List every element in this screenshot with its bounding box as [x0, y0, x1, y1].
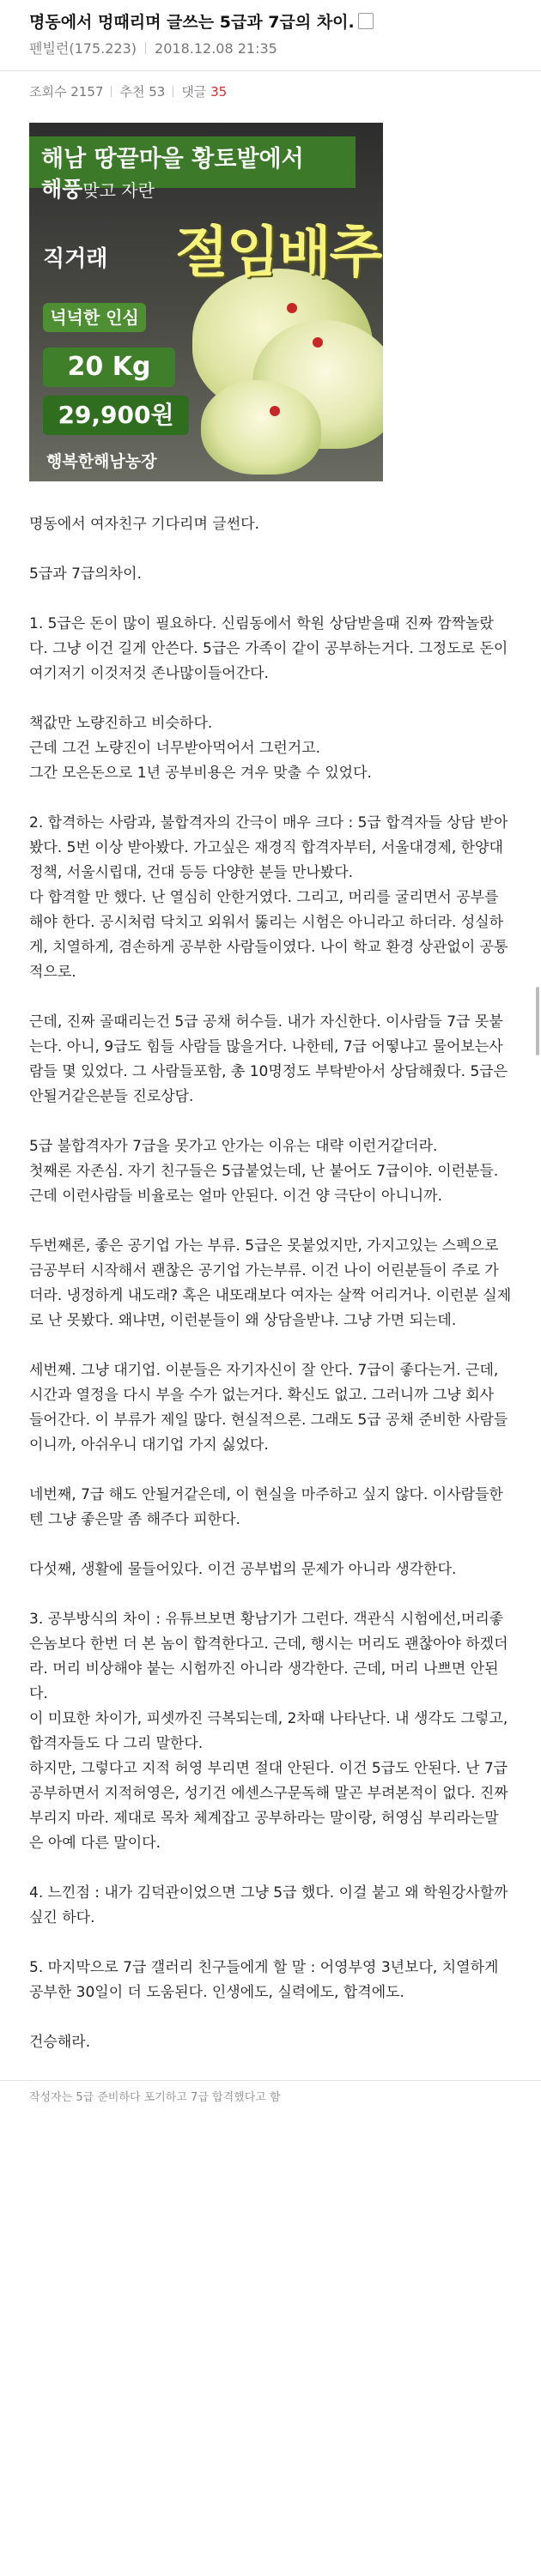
- ad-subheadline-big: 해풍: [41, 177, 83, 202]
- body-paragraph: 5급 불합격자가 7급을 못가고 안가는 이유는 대략 이런거같더라. 첫째론 자존심. 자기 친구들은 5급붙었는데, 난 붙어도 7급이야. 이런분들. 근데 이런사람들 비율로는 얼마 안된다. 이건 양 극단이 아니니까.: [29, 1138, 499, 1205]
- scrollbar-thumb[interactable]: [536, 987, 539, 1055]
- pepper-garnish: [287, 303, 297, 313]
- comments-count[interactable]: 35: [210, 84, 228, 100]
- caption-footer: 작성자는 5급 준비하다 포기하고 7급 합격했다고 함: [29, 2091, 281, 2104]
- body-paragraph: 책값만 노량진하고 비슷하다. 근데 그건 노량진이 너무받아먹어서 그런거고. 그간 모은돈으로 1년 공부비용은 겨우 맞출 수 있었다.: [29, 715, 372, 782]
- pepper-garnish: [313, 337, 323, 348]
- body-paragraph: 명동에서 여자친구 기다리며 글썬다.: [29, 516, 259, 533]
- body-paragraph: 1. 5급은 돈이 많이 필요하다. 신림동에서 학원 상담받을때 진짜 깜짝놀랐다. 그냥 이건 길게 안쓴다. 5급은 가족이 같이 공부하는거다. 그정도로 돈이 여기저기 이것저것 존나많이들어간다.: [29, 615, 508, 682]
- post-date: 2018.12.08 21:35: [155, 40, 277, 57]
- post-title-text[interactable]: 명동에서 멍때리며 글쓰는 5급과 7급의 차이.: [29, 13, 355, 32]
- body-paragraph: 다섯째, 생활에 물들어있다. 이건 공부법의 문제가 아니라 생각한다.: [29, 1561, 457, 1578]
- ad-headline: 해남 땅끝마을 황토밭에서: [41, 146, 304, 172]
- ad-tag-weight: 20 Kg: [43, 348, 175, 387]
- post-meta: [29, 38, 512, 60]
- meta-separator: [145, 42, 146, 54]
- post-header: [0, 0, 541, 60]
- body-paragraph: 4. 느낀점 : 내가 김덕관이었으면 그냥 5급 했다. 이걸 붙고 왜 학원강사할까 싶긴 하다.: [29, 1884, 508, 1926]
- cabbage-illustration: [201, 380, 321, 475]
- ad-tag-generous: 넉넉한 인심: [43, 303, 146, 332]
- ad-direct-label: 직거래: [43, 246, 108, 272]
- comments-label[interactable]: 댓글: [181, 84, 207, 100]
- recommend-count: 53: [149, 84, 166, 100]
- body-paragraph: 근데, 진짜 골때리는건 5급 공채 허수들. 내가 자신한다. 이사람들 7급 못붙는다. 아니, 9급도 힘들 사람들 많을거다. 나한테, 7급 어떻냐고 물어보는사람들 몇 있었다. 그 사람들포함, 총 10명정도 부탁받아서 상담해줬다. 5급은 안될거같은분들 진로상담.: [29, 1013, 508, 1105]
- image-attachment-icon: [358, 13, 374, 29]
- post-body: [0, 512, 541, 2055]
- ad-subheadline-small: 맞고 자란: [82, 180, 155, 201]
- body-paragraph: 5. 마지막으로 7급 갤러리 친구들에게 할 말 : 어영부영 3년보다, 치열하게 공부한 30일이 더 도움된다. 인생에도, 실력에도, 합격에도.: [29, 1959, 499, 2001]
- pepper-garnish: [270, 406, 280, 416]
- views-label: 조회수: [29, 84, 67, 100]
- post-title[interactable]: [29, 10, 512, 34]
- body-paragraph: 두번째론, 좋은 공기업 가는 부류. 5급은 못붙었지만, 가지고있는 스펙으로 금공부터 시작해서 괜찮은 공기업 가는부류. 이건 나이 어린분들이 주로 가더라. 냉정하게 내도래? 혹은 내또래보다 여자는 살짝 어리거나. 이런분 실제로 난 못봤다. 왜냐면, 이런분들이 왜 상담을받냐. 그냥 가면 되는데.: [29, 1237, 512, 1329]
- post-stats: [0, 71, 541, 102]
- body-paragraph: 건승해라.: [29, 2034, 91, 2051]
- author-name[interactable]: 펜빌런(175.223): [29, 40, 137, 57]
- ad-subheadline: [41, 172, 155, 203]
- body-paragraph: 2. 합격하는 사람과, 불합격자의 간극이 매우 크다 : 5급 합격자들 상담 받아봤다. 5번 이상 받아봤다. 가고싶은 재경직 합격자부터, 서울대경제, 한양대 정책, 서울시립대, 건대 등등 다양한 분들 만나봤다. 다 합격할 만 했다. 난 열심히 안한거였다. 그리고, 머리를 굴리면서 공부를 해야 한다. 공시처럼 닥치고 외워서 뚫리는 시험은 아니라고 하더라. 성실하게, 치열하게, 겸손하게 공부한 사람들이였다. 나이 학교 환경 상관없이 공통적으로.: [29, 814, 508, 981]
- body-paragraph: 네번째, 7급 해도 안될거같은데, 이 현실을 마주하고 싶지 않다. 이사람들한텐 그냥 좋은말 좀 해주다 피한다.: [29, 1486, 503, 1528]
- body-paragraph: 3. 공부방식의 차이 : 유튜브보면 황남기가 그런다. 객관식 시험에선,머리좋은놈보다 한번 더 본 놈이 합격한다고. 근데, 행시는 머리도 괜찮아야 하겠더라. 머리 비상해야 붙는 시험까진 아니라 생각한다. 근데, 머리 나쁘면 안된다. 이 미묘한 차이가, 피셋까진 극복되는데, 2차때 나타난다. 내 생각도 그렇고, 합격자들도 다 그리 말한다. 하지만, 그렇다고 지적 허영 부리면 절대 안된다. 이건 5급도 안된다. 난 7급공부하면서 지적허영은, 성기건 에센스구문독해 말곤 부려본적이 없다. 진짜 부리지 마라. 제대로 목차 체계잡고 공부하라는 말이랑, 허영심 부리라는말은 아예 다른 말이다.: [29, 1611, 508, 1852]
- ad-farm-name: 행복한해남농장: [46, 452, 157, 471]
- ad-tag-price: 29,900원: [43, 396, 189, 435]
- views-count: 2157: [70, 84, 104, 100]
- ad-banner-image[interactable]: [29, 123, 383, 481]
- recommend-label: 추천: [119, 84, 145, 100]
- stats-separator: [111, 86, 112, 97]
- body-paragraph: 세번째. 그냥 대기업. 이분들은 자기자신이 잘 안다. 7급이 좋다는거. 근데, 시간과 열정을 다시 부을 수가 없는거다. 확신도 없고. 그러니까 그냥 회사 들어간다. 이 부류가 제일 많다. 현실적으론. 그래도 5급 공채 준비한 사람들이니까, 아쉬우니 대기업 가지 싫었다.: [29, 1362, 508, 1454]
- ad-product-name: 절임배추: [175, 221, 381, 285]
- body-paragraph: 5급과 7급의차이.: [29, 565, 142, 583]
